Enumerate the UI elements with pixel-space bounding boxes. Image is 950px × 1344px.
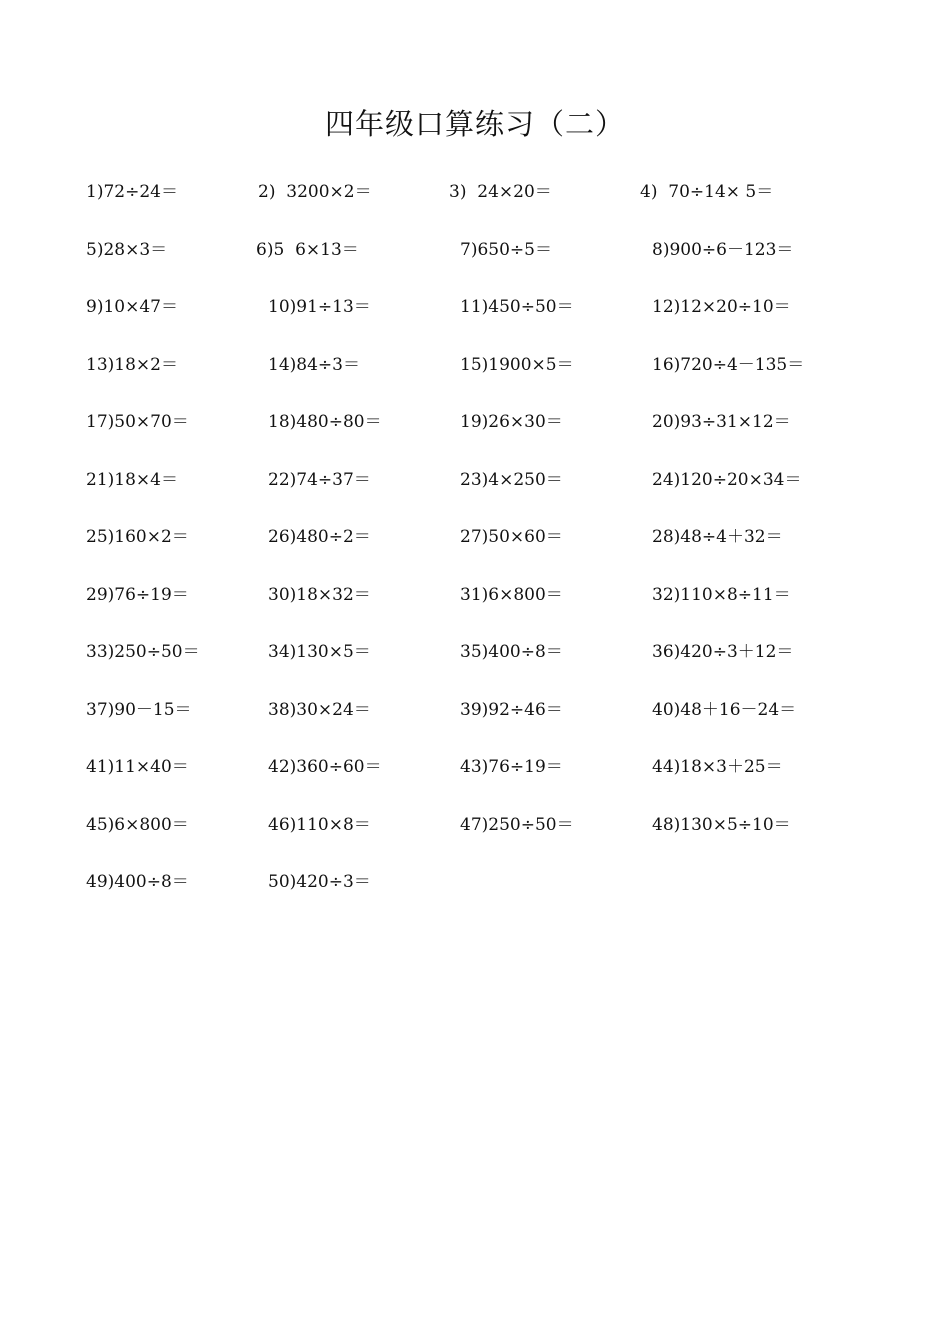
problem-item: 45)6×800＝ (86, 815, 189, 835)
problem-item: 42)360÷60＝ (268, 757, 382, 777)
problem-item: 21)18×4＝ (86, 470, 178, 490)
problem-item: 22)74÷37＝ (268, 470, 371, 490)
problem-item: 20)93÷31×12＝ (652, 412, 791, 432)
problem-item: 39)92÷46＝ (460, 700, 563, 720)
problem-item: 43)76÷19＝ (460, 757, 563, 777)
problem-item: 30)18×32＝ (268, 585, 371, 605)
problem-item: 35)400÷8＝ (460, 642, 563, 662)
problem-item: 10)91÷13＝ (268, 297, 371, 317)
problem-item: 3) 24×20＝ (449, 182, 552, 202)
problem-item: 29)76÷19＝ (86, 585, 189, 605)
problem-item: 38)30×24＝ (268, 700, 371, 720)
problem-item: 12)12×20÷10＝ (652, 297, 791, 317)
problem-item: 9)10×47＝ (86, 297, 178, 317)
problem-item: 1)72÷24＝ (86, 182, 178, 202)
problem-item: 28)48÷4＋32＝ (652, 527, 783, 547)
problem-item: 17)50×70＝ (86, 412, 189, 432)
problem-item: 46)110×8＝ (268, 815, 371, 835)
worksheet-title: 四年级口算练习（二） (324, 107, 625, 141)
problem-item: 11)450÷50＝ (460, 297, 574, 317)
problem-item: 13)18×2＝ (86, 355, 178, 375)
problem-item: 7)650÷5＝ (460, 240, 552, 260)
problem-item: 37)90－15＝ (86, 700, 192, 720)
problem-item: 26)480÷2＝ (268, 527, 371, 547)
problem-item: 18)480÷80＝ (268, 412, 382, 432)
problem-item: 36)420÷3＋12＝ (652, 642, 794, 662)
problem-item: 32)110×8÷11＝ (652, 585, 791, 605)
problem-item: 6)5 6×13＝ (256, 240, 359, 260)
problem-item: 16)720÷4－135＝ (652, 355, 805, 375)
problem-item: 48)130×5÷10＝ (652, 815, 791, 835)
problem-item: 23)4×250＝ (460, 470, 563, 490)
problem-item: 5)28×3＝ (86, 240, 168, 260)
problem-item: 50)420÷3＝ (268, 872, 371, 892)
problem-item: 41)11×40＝ (86, 757, 189, 777)
problem-item: 34)130×5＝ (268, 642, 371, 662)
problem-item: 33)250÷50＝ (86, 642, 200, 662)
problem-item: 40)48＋16－24＝ (652, 700, 797, 720)
problem-item: 25)160×2＝ (86, 527, 189, 547)
problem-item: 24)120÷20×34＝ (652, 470, 802, 490)
problem-item: 49)400÷8＝ (86, 872, 189, 892)
problem-item: 47)250÷50＝ (460, 815, 574, 835)
problem-item: 8)900÷6－123＝ (652, 240, 794, 260)
problem-item: 44)18×3＋25＝ (652, 757, 783, 777)
problem-item: 19)26×30＝ (460, 412, 563, 432)
problem-item: 2) 3200×2＝ (258, 182, 372, 202)
problem-item: 31)6×800＝ (460, 585, 563, 605)
problem-item: 14)84÷3＝ (268, 355, 360, 375)
problem-item: 27)50×60＝ (460, 527, 563, 547)
problem-item: 15)1900×5＝ (460, 355, 574, 375)
problem-item: 4) 70÷14× 5＝ (640, 182, 774, 202)
